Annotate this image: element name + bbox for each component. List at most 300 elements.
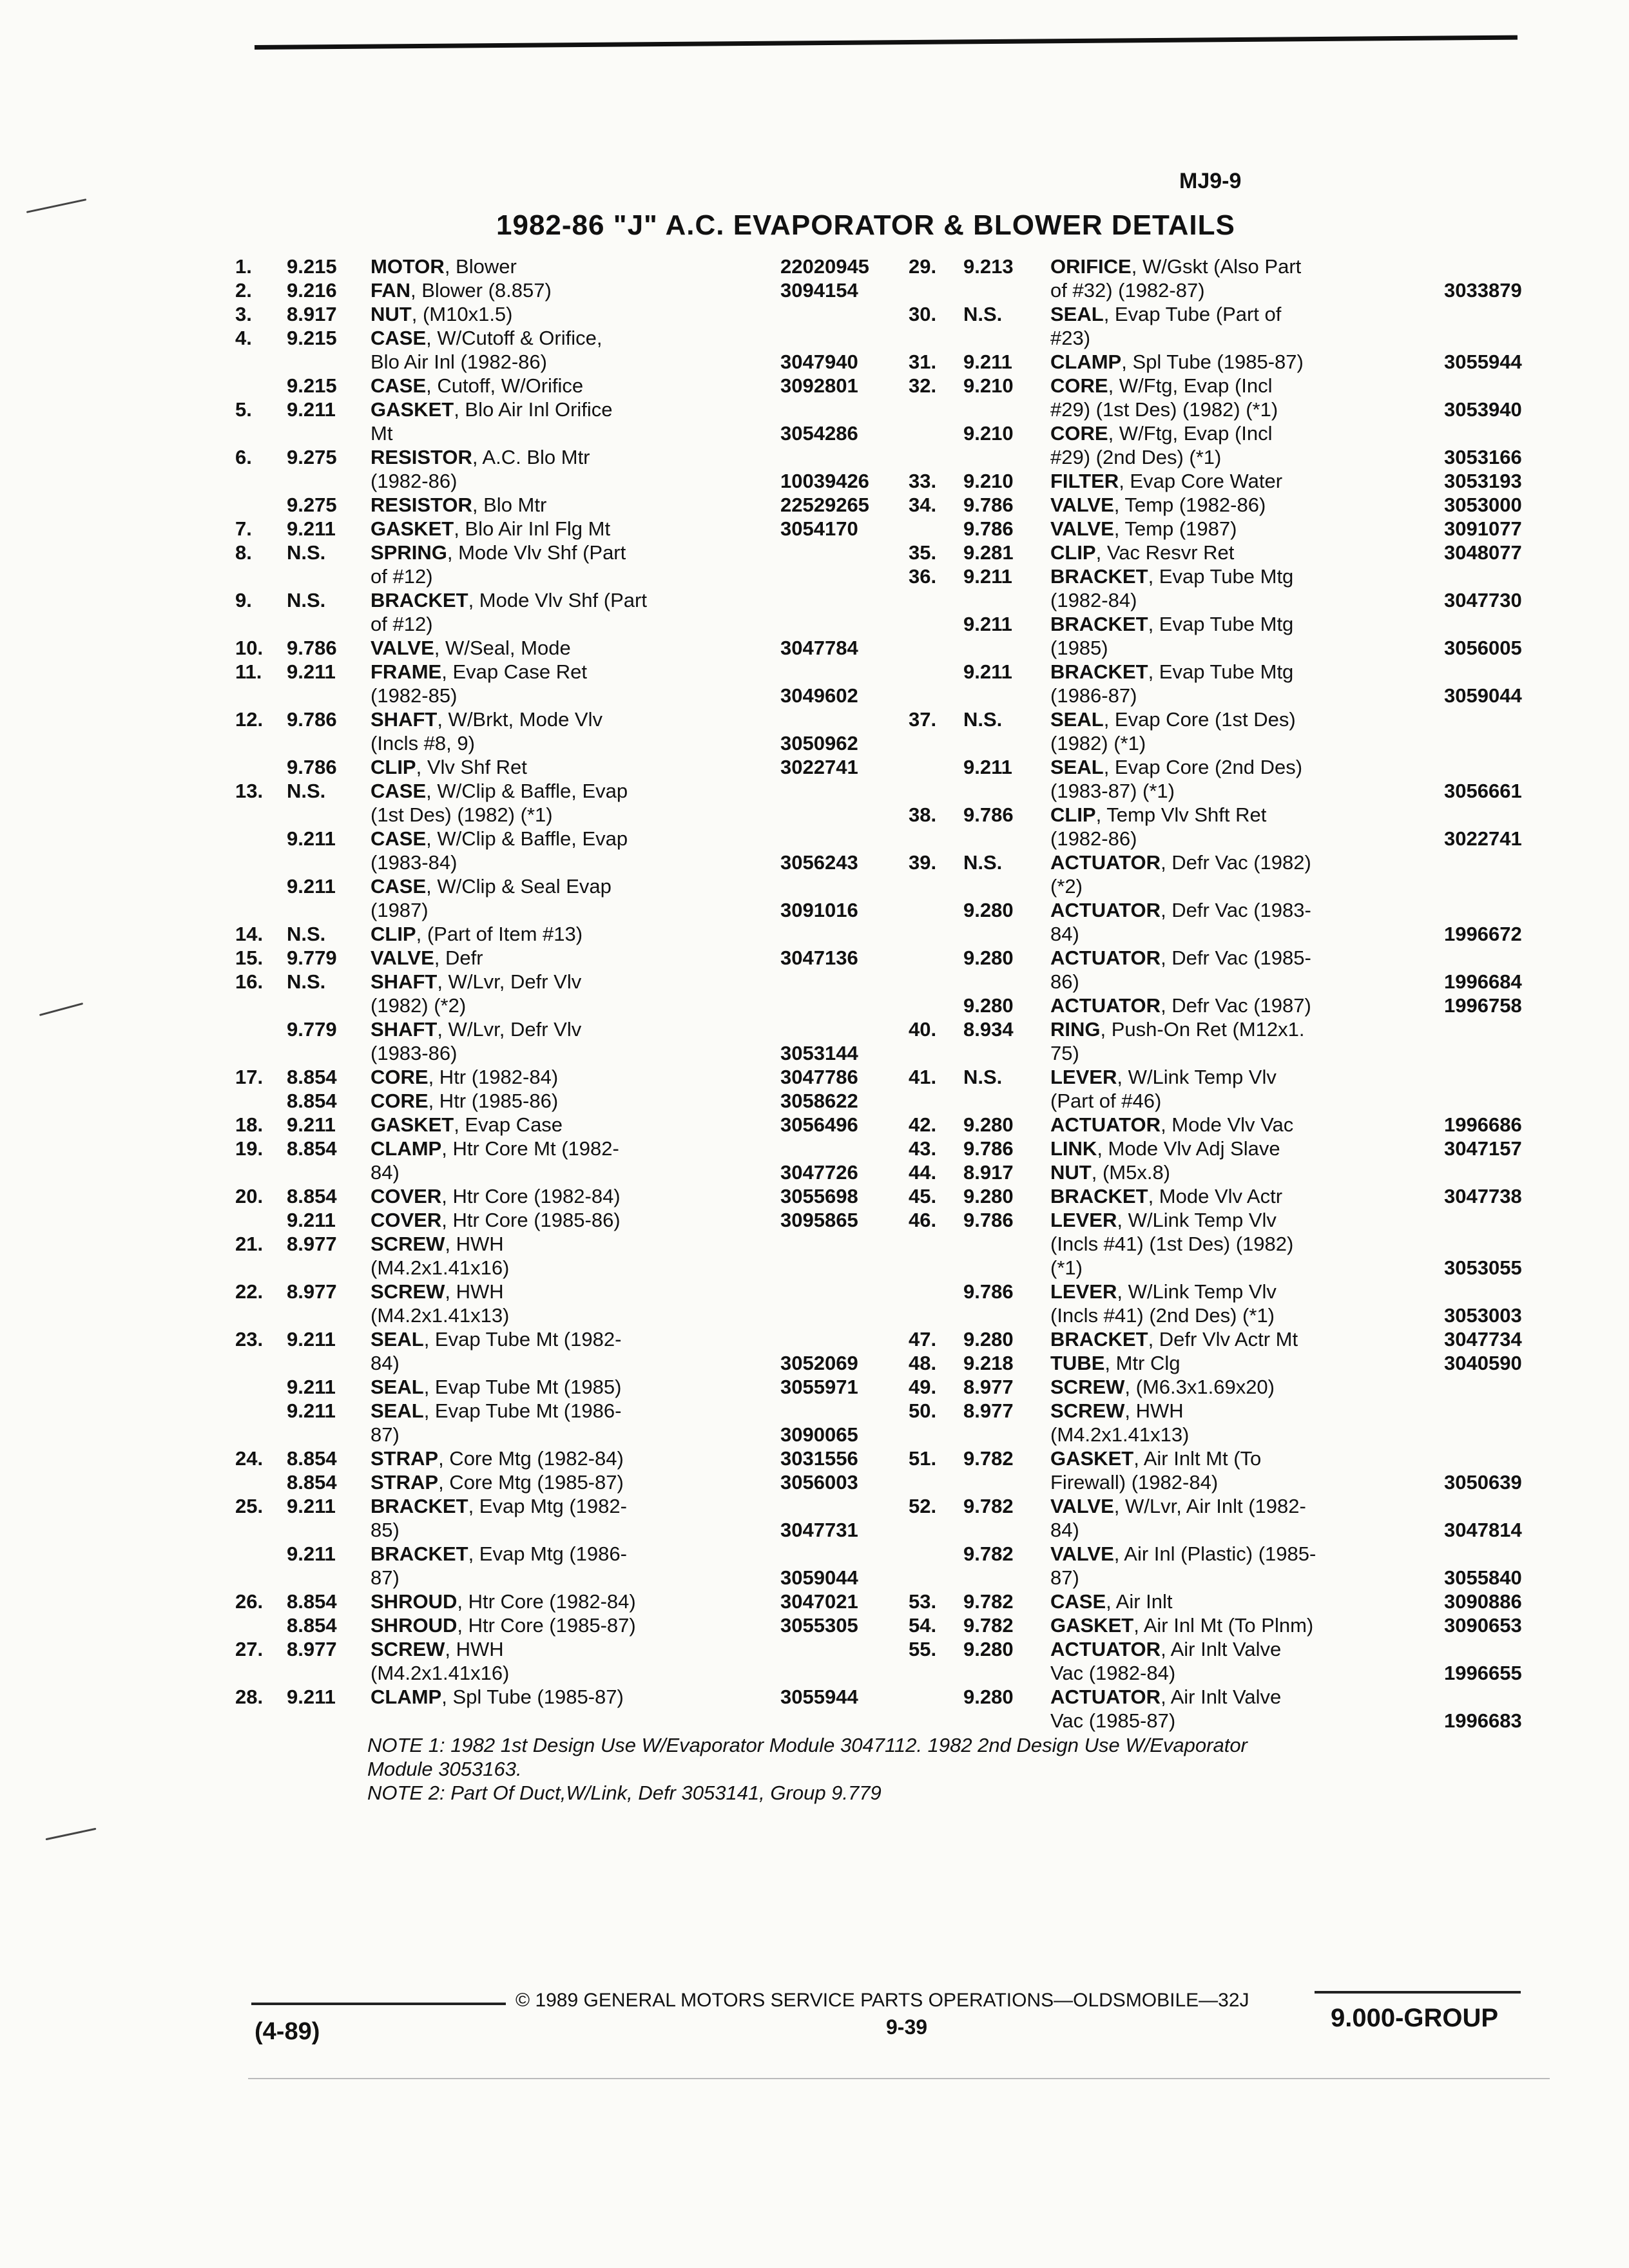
part-row — [909, 707, 1556, 755]
part-detail: , W/Ftg, Evap (Incl #29) (2nd Des) (*1) — [1050, 422, 1273, 468]
part-name: LINK — [1050, 1137, 1097, 1160]
part-description — [371, 1232, 776, 1280]
item-number: 50. — [909, 1399, 937, 1422]
part-name: ACTUATOR — [1050, 1113, 1161, 1136]
part-name: SEAL — [371, 1328, 424, 1350]
group-number: 9.211 — [287, 1328, 336, 1350]
part-row — [235, 1637, 899, 1685]
group-number: 9.211 — [287, 875, 336, 898]
part-number: 3047786 — [780, 1066, 858, 1088]
part-number: 22020945 — [780, 255, 869, 278]
part-name: BRACKET — [371, 1495, 468, 1517]
item-number: 29. — [909, 255, 937, 278]
part-detail: , Evap Tube Mtg (1986-87) — [1050, 660, 1294, 707]
part-row — [909, 1137, 1556, 1160]
group-number: 8.854 — [287, 1090, 337, 1112]
part-row — [909, 1208, 1556, 1280]
part-number: 3059044 — [780, 1566, 858, 1589]
part-name: SHAFT — [371, 708, 438, 731]
part-description — [1050, 564, 1440, 612]
part-description — [371, 922, 776, 946]
part-row — [909, 1351, 1556, 1375]
item-number: 32. — [909, 374, 937, 397]
group-number: 9.211 — [287, 1542, 336, 1565]
part-number: 3058622 — [780, 1090, 858, 1112]
group-number: N.S. — [963, 851, 1003, 874]
note-2: NOTE 2: Part Of Duct,W/Link, Defr 3053141, Group 9.779 — [367, 1782, 882, 1804]
part-description — [1050, 850, 1440, 898]
group-number: 9.211 — [963, 565, 1012, 588]
part-name: CASE — [371, 827, 427, 850]
part-number: 10039426 — [780, 470, 869, 492]
part-name: VALVE — [1050, 494, 1114, 516]
part-detail: , W/Clip & Baffle, Evap (1st Des) (1982) (*1) — [371, 780, 628, 826]
item-number: 34. — [909, 494, 937, 516]
item-number: 31. — [909, 351, 937, 373]
part-row — [909, 1613, 1556, 1637]
hole-punch-mark — [26, 198, 87, 213]
part-number: 3050639 — [1444, 1471, 1522, 1494]
part-row — [235, 922, 899, 946]
copyright: © 1989 GENERAL MOTORS SERVICE PARTS OPERATIONS—OLDSMOBILE—32J — [516, 1990, 1249, 2011]
part-name: BRACKET — [1050, 613, 1148, 635]
part-name: COVER — [371, 1209, 442, 1231]
group-number: N.S. — [287, 589, 326, 611]
group-number: 9.275 — [287, 446, 337, 468]
part-row — [235, 1208, 899, 1232]
part-name: SCREW — [1050, 1399, 1125, 1422]
part-number: 3055840 — [1444, 1566, 1522, 1589]
item-number: 14. — [235, 923, 264, 945]
part-name: LEVER — [1050, 1280, 1117, 1303]
part-row — [909, 350, 1556, 374]
part-description — [1050, 994, 1440, 1017]
group-number: 9.779 — [287, 1018, 337, 1041]
item-number: 3. — [235, 303, 252, 325]
part-name: VALVE — [1050, 1495, 1114, 1517]
part-number: 22529265 — [780, 494, 869, 516]
group-number: 9.786 — [963, 494, 1014, 516]
group-number: 9.280 — [963, 947, 1014, 969]
item-number: 42. — [909, 1113, 937, 1136]
part-detail: , Blo Mtr — [472, 494, 547, 516]
part-description — [371, 302, 776, 326]
part-row — [235, 1113, 899, 1137]
part-detail: , Htr (1982-84) — [428, 1066, 559, 1088]
part-detail: , Spl Tube (1985-87) — [1121, 351, 1304, 373]
part-name: SHAFT — [371, 970, 438, 993]
part-name: CLAMP — [371, 1686, 442, 1708]
group-number: N.S. — [963, 708, 1003, 731]
part-row — [235, 517, 899, 541]
part-name: VALVE — [1050, 1542, 1114, 1565]
part-row — [235, 1089, 899, 1113]
part-detail: , Htr Core (1985-87) — [457, 1614, 636, 1637]
group-number: 9.786 — [963, 1280, 1014, 1303]
part-detail: , Vlv Shf Ret — [416, 756, 527, 778]
part-detail: , (M10x1.5) — [411, 303, 513, 325]
group-number: 9.779 — [287, 947, 337, 969]
part-detail: , (M5x.8) — [1091, 1161, 1171, 1184]
part-description — [1050, 1542, 1440, 1590]
part-description — [371, 707, 776, 755]
part-detail: , Evap Tube Mt (1985) — [423, 1376, 622, 1398]
part-number: 3047730 — [1444, 589, 1522, 611]
part-row — [909, 1590, 1556, 1613]
group-number: 9.786 — [963, 1209, 1014, 1231]
part-detail: , Vac Resvr Ret — [1095, 541, 1235, 564]
item-number: 54. — [909, 1614, 937, 1637]
group-number: 9.782 — [963, 1590, 1014, 1613]
item-number: 12. — [235, 708, 264, 731]
item-number: 11. — [235, 660, 262, 683]
part-detail: , Evap Mtg (1982- 85) — [371, 1495, 627, 1541]
part-number: 3047136 — [780, 947, 858, 969]
part-row — [909, 564, 1556, 612]
part-row — [235, 827, 899, 874]
part-description — [371, 541, 776, 588]
group-number: 9.215 — [287, 374, 337, 397]
part-row — [235, 278, 899, 302]
group-number: 8.977 — [287, 1280, 337, 1303]
part-number: 3056243 — [780, 851, 858, 874]
part-detail: , W/Clip & Baffle, Evap (1983-84) — [371, 827, 628, 874]
group-number: N.S. — [287, 923, 326, 945]
part-row — [909, 255, 1556, 302]
part-description — [1050, 1685, 1440, 1733]
part-description — [1050, 517, 1440, 541]
part-detail: , W/Lvr, Defr Vlv (1982) (*2) — [371, 970, 582, 1017]
group-number: 9.211 — [287, 1686, 336, 1708]
part-number: 3022741 — [780, 756, 858, 778]
part-name: ACTUATOR — [1050, 994, 1161, 1017]
part-row — [909, 1542, 1556, 1590]
part-row — [235, 588, 899, 636]
item-number: 2. — [235, 279, 252, 302]
item-number: 10. — [235, 637, 264, 659]
part-detail: , Evap Core Water — [1119, 470, 1283, 492]
item-number: 17. — [235, 1066, 264, 1088]
part-description — [1050, 1065, 1440, 1113]
part-name: SEAL — [1050, 303, 1104, 325]
part-name: SHAFT — [371, 1018, 438, 1041]
part-description — [371, 1613, 776, 1637]
part-name: BRACKET — [1050, 660, 1148, 683]
item-number: 52. — [909, 1495, 937, 1517]
part-description — [371, 445, 776, 493]
item-number: 55. — [909, 1638, 937, 1660]
part-description — [1050, 255, 1440, 302]
part-row — [235, 1137, 899, 1184]
part-number: 3047731 — [780, 1519, 858, 1541]
part-description — [1050, 374, 1440, 421]
part-description — [1050, 612, 1440, 660]
part-description — [371, 1542, 776, 1590]
revision-date: (4-89) — [255, 2018, 320, 2045]
note-1: NOTE 1: 1982 1st Design Use W/Evaporator Module 3047112. 1982 2nd Design Use W/Evaporator Module 3053163. — [367, 1734, 1248, 1780]
part-description — [1050, 1375, 1440, 1399]
part-detail: , Blower (8.857) — [410, 279, 552, 302]
part-detail: , Blower — [444, 255, 517, 278]
group-number: 9.782 — [963, 1447, 1014, 1470]
part-number: 3055944 — [780, 1686, 858, 1708]
group-number: 9.211 — [963, 756, 1012, 778]
part-description — [1050, 755, 1440, 803]
part-description — [371, 278, 776, 302]
left-parts-list — [235, 255, 899, 1709]
part-row — [909, 421, 1556, 469]
part-description — [1050, 707, 1440, 755]
item-number: 37. — [909, 708, 937, 731]
part-name: SHROUD — [371, 1590, 458, 1613]
part-number: 3056005 — [1444, 637, 1522, 659]
item-number: 20. — [235, 1185, 264, 1207]
part-number: 3048077 — [1444, 541, 1522, 564]
part-name: BRACKET — [371, 589, 468, 611]
part-row — [909, 1637, 1556, 1685]
notes — [367, 1733, 1463, 1805]
item-number: 9. — [235, 589, 252, 611]
page-title: 1982-86 "J" A.C. EVAPORATOR & BLOWER DETAILS — [496, 209, 1235, 241]
group-number: 9.280 — [963, 1113, 1014, 1136]
part-number: 3050962 — [780, 732, 858, 754]
part-description — [371, 755, 776, 779]
part-number: 3033879 — [1444, 279, 1522, 302]
part-row — [235, 779, 899, 827]
part-row — [909, 994, 1556, 1017]
part-description — [371, 1637, 776, 1685]
part-number: 3052069 — [780, 1352, 858, 1374]
part-number: 3022741 — [1444, 827, 1522, 850]
part-detail: , Htr Core (1982-84) — [457, 1590, 636, 1613]
part-row — [235, 636, 899, 660]
part-description — [371, 1208, 776, 1232]
part-row — [235, 1470, 899, 1494]
part-number: 3055944 — [1444, 351, 1522, 373]
part-description — [371, 636, 776, 660]
part-row — [909, 1184, 1556, 1208]
group-number: 9.782 — [963, 1542, 1014, 1565]
part-number: 3053144 — [780, 1042, 858, 1064]
group-number: 9.786 — [287, 637, 337, 659]
part-detail: , Temp (1987) — [1113, 517, 1237, 540]
part-name: GASKET — [371, 517, 454, 540]
part-detail: , Push-On Ret (M12x1. 75) — [1050, 1018, 1305, 1064]
footer-rule-right — [1315, 1991, 1521, 1994]
part-name: FAN — [371, 279, 410, 302]
item-number: 53. — [909, 1590, 937, 1613]
part-detail: , (Part of Item #13) — [416, 923, 583, 945]
part-name: SEAL — [1050, 756, 1104, 778]
part-number: 3056661 — [1444, 780, 1522, 802]
part-row — [909, 1375, 1556, 1399]
part-row — [235, 326, 899, 374]
part-description — [371, 1327, 776, 1375]
part-description — [371, 1017, 776, 1065]
part-description — [1050, 421, 1440, 469]
part-detail: , Evap Mtg (1986- 87) — [371, 1542, 627, 1589]
part-number: 1996758 — [1444, 994, 1522, 1017]
part-name: CLAMP — [1050, 351, 1122, 373]
part-detail: , Evap Tube Mtg (1985) — [1050, 613, 1294, 659]
group-number: 9.280 — [963, 1328, 1014, 1350]
item-number: 18. — [235, 1113, 264, 1136]
part-number: 3055971 — [780, 1376, 858, 1398]
group-number: 8.854 — [287, 1471, 337, 1494]
part-name: CLAMP — [371, 1137, 442, 1160]
part-number: 1996684 — [1444, 970, 1522, 993]
group-number: 8.917 — [287, 303, 337, 325]
part-name: BRACKET — [1050, 1328, 1148, 1350]
part-description — [371, 1590, 776, 1613]
part-name: CLIP — [371, 756, 416, 778]
part-detail: , W/Lvr, Defr Vlv (1983-86) — [371, 1018, 582, 1064]
top-rule — [255, 35, 1518, 50]
part-detail: , Air Inlt Mt (To Firewall) (1982-84) — [1050, 1447, 1262, 1494]
part-name: CORE — [371, 1066, 429, 1088]
group-number: 8.854 — [287, 1137, 337, 1160]
part-number: 3049602 — [780, 684, 858, 707]
part-row — [235, 1685, 899, 1709]
part-number: 3055698 — [780, 1185, 858, 1207]
group-number: 9.215 — [287, 327, 337, 349]
item-number: 5. — [235, 398, 252, 421]
part-row — [235, 398, 899, 445]
item-number: 23. — [235, 1328, 264, 1350]
part-description — [371, 827, 776, 874]
part-name: VALVE — [371, 637, 434, 659]
part-row — [235, 1232, 899, 1280]
part-number: 3047021 — [780, 1590, 858, 1613]
part-detail: , Temp Vlv Shft Ret (1982-86) — [1050, 803, 1267, 850]
part-description — [1050, 1327, 1440, 1351]
part-name: VALVE — [371, 947, 434, 969]
part-row — [235, 1065, 899, 1089]
part-number: 3091077 — [1444, 517, 1522, 540]
part-row — [909, 541, 1556, 564]
part-description — [1050, 302, 1440, 350]
part-number: 3091016 — [780, 899, 858, 921]
part-number: 3055305 — [780, 1614, 858, 1637]
part-row — [909, 1685, 1556, 1733]
part-name: FRAME — [371, 660, 442, 683]
part-description — [371, 660, 776, 707]
part-name: CORE — [1050, 374, 1108, 397]
part-row — [909, 374, 1556, 421]
part-number: 3090653 — [1444, 1614, 1522, 1637]
part-row — [909, 493, 1556, 517]
part-row — [235, 1399, 899, 1446]
part-description — [1050, 1637, 1440, 1685]
part-row — [909, 302, 1556, 350]
part-detail: , Air Inlt — [1106, 1590, 1173, 1613]
part-name: RING — [1050, 1018, 1101, 1041]
part-row — [909, 1494, 1556, 1542]
part-description — [1050, 469, 1440, 493]
item-number: 13. — [235, 780, 264, 802]
part-description — [371, 874, 776, 922]
part-name: NUT — [1050, 1161, 1092, 1184]
part-number: 3095865 — [780, 1209, 858, 1231]
part-name: LEVER — [1050, 1209, 1117, 1231]
group-number: 9.211 — [287, 398, 336, 421]
group-number: 9.210 — [963, 422, 1014, 445]
part-number: 3047157 — [1444, 1137, 1522, 1160]
part-description — [1050, 1613, 1440, 1637]
part-row — [235, 1542, 899, 1590]
part-detail: , Defr — [434, 947, 483, 969]
part-description — [1050, 1017, 1440, 1065]
part-row — [235, 374, 899, 398]
part-description — [371, 1685, 776, 1709]
part-description — [371, 326, 776, 374]
part-row — [235, 255, 899, 278]
part-number: 3054170 — [780, 517, 858, 540]
part-row — [909, 660, 1556, 707]
group-number: 9.275 — [287, 494, 337, 516]
part-number: 3090065 — [780, 1423, 858, 1446]
part-detail: , Mode Vlv Actr — [1148, 1185, 1283, 1207]
item-number: 7. — [235, 517, 252, 540]
part-description — [371, 1446, 776, 1470]
group-number: 9.280 — [963, 994, 1014, 1017]
part-number: 3053193 — [1444, 470, 1522, 492]
group-number: 8.854 — [287, 1066, 337, 1088]
part-row — [235, 1327, 899, 1375]
part-detail: , Mode Vlv Vac — [1161, 1113, 1294, 1136]
part-description — [371, 779, 776, 827]
part-detail: , Air Inl (Plastic) (1985- 87) — [1050, 1542, 1316, 1589]
part-detail: , Evap Tube Mt (1986- 87) — [371, 1399, 622, 1446]
group-number: 9.280 — [963, 1638, 1014, 1660]
part-description — [1050, 541, 1440, 564]
part-row — [909, 612, 1556, 660]
item-number: 21. — [235, 1233, 264, 1255]
part-row — [235, 970, 899, 1017]
part-name: COVER — [371, 1185, 442, 1207]
part-detail: , A.C. Blo Mtr (1982-86) — [371, 446, 590, 492]
part-name: TUBE — [1050, 1352, 1105, 1374]
part-name: CASE — [371, 374, 427, 397]
part-description — [1050, 1160, 1440, 1184]
part-name: VALVE — [1050, 517, 1114, 540]
group-number: 9.280 — [963, 1185, 1014, 1207]
part-detail: , Htr Core Mt (1982- 84) — [371, 1137, 619, 1184]
item-number: 22. — [235, 1280, 264, 1303]
group-number: 8.854 — [287, 1590, 337, 1613]
part-detail: , W/Link Temp Vlv (Incls #41) (2nd Des) (*1) — [1050, 1280, 1277, 1327]
group-number: 9.280 — [963, 899, 1014, 921]
part-row — [235, 1017, 899, 1065]
part-number: 3056496 — [780, 1113, 858, 1136]
part-detail: , Defr Vac (1982) (*2) — [1050, 851, 1311, 898]
part-name: ACTUATOR — [1050, 851, 1161, 874]
part-name: SEAL — [1050, 708, 1104, 731]
part-detail: , Mode Vlv Adj Slave — [1097, 1137, 1280, 1160]
part-name: CLIP — [1050, 803, 1096, 826]
part-detail: , Blo Air Inl Orifice Mt — [371, 398, 613, 445]
part-name: ACTUATOR — [1050, 1686, 1161, 1708]
group-number: N.S. — [287, 970, 326, 993]
part-description — [1050, 898, 1440, 946]
item-number: 47. — [909, 1328, 937, 1350]
part-detail: , W/Link Temp Vlv (Incls #41) (1st Des) (1982) (*1) — [1050, 1209, 1294, 1279]
part-number: 3031556 — [780, 1447, 858, 1470]
group-number: 9.786 — [287, 708, 337, 731]
part-row — [909, 469, 1556, 493]
part-name: NUT — [371, 303, 412, 325]
part-row — [909, 1399, 1556, 1446]
